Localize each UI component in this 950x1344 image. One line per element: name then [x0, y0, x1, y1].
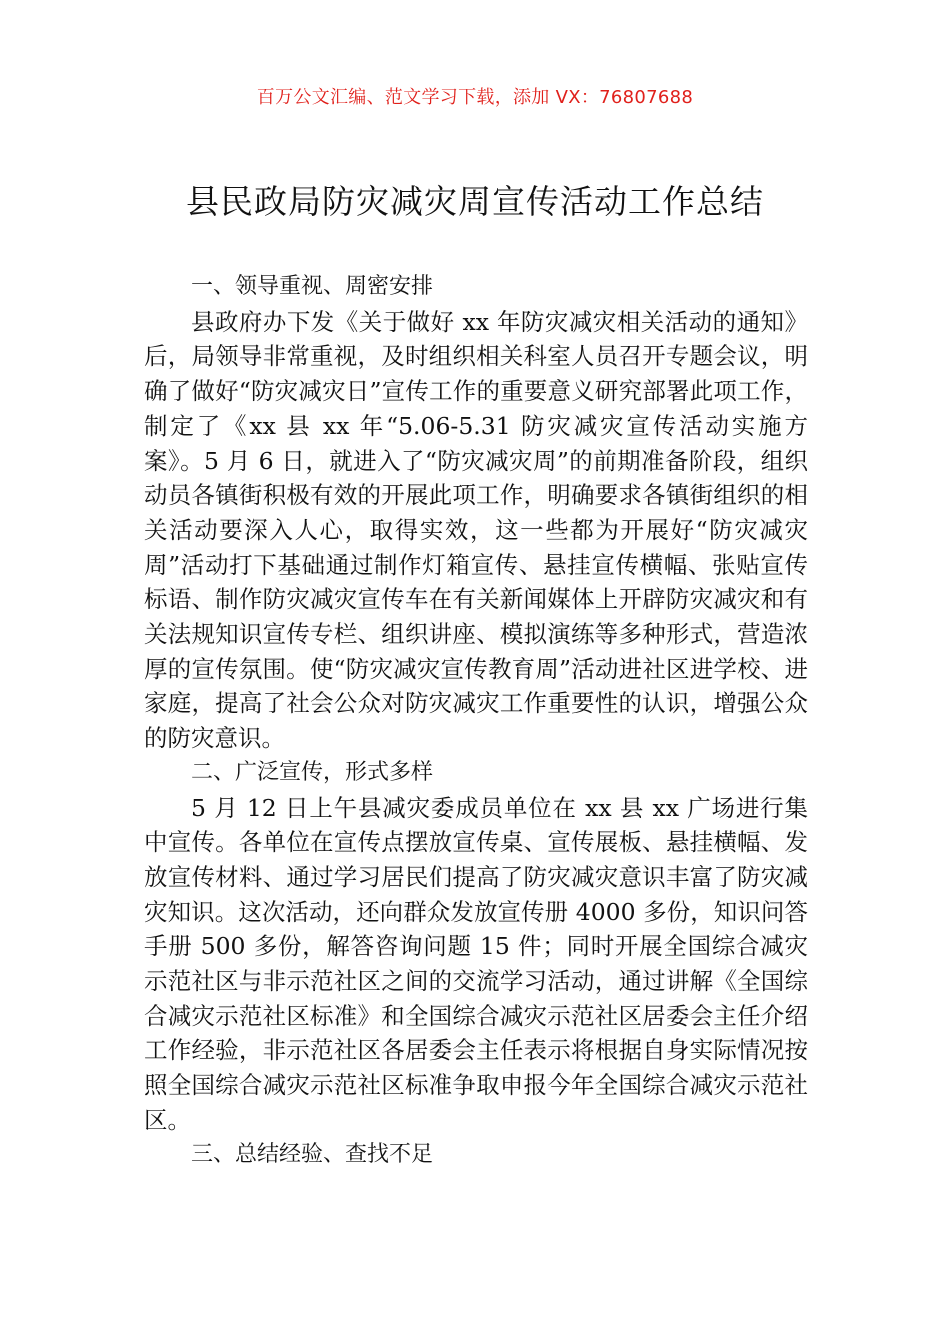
section-heading-2: 二、广泛宣传，形式多样 [191, 759, 434, 785]
document-body [144, 270, 808, 1172]
document-title: 县民政局防灾减灾周宣传活动工作总结 [186, 182, 764, 221]
section-paragraph-2: 5 月 12 日上午县减灾委成员单位在 xx 县 xx 广场进行集中宣传。各单位在宣传点摆放宣传桌、宣传展板、悬挂横幅、发放宣传材料、通过学习居民们提高了防灾减灾意识丰富了防灾减灾知识。这次活动，还向群众发放宣传册 4000 多份，知识问答手册 500 多份，解答咨询问题 15 件；同时开展全国综合减灾示范社区与非示范社区之间的交流学习活动，通过讲解《全国综合减灾示范社区标准》和全国综合减灾示范社区居委会主任介绍工作经验，非示范社区各居委会主任表示将根据自身实际情况按照全国综合减灾示范社区标准争取申报今年全国综合减灾示范社区。 [144, 793, 808, 1134]
section-paragraph-1: 县政府办下发《关于做好 xx 年防灾减灾相关活动的通知》后，局领导非常重视，及时组织相关科室人员召开专题会议，明确了做好“防灾减灾日”宣传工作的重要意义研究部署此项工作，制定了《xx 县 xx 年“5.06-5.31 防灾减灾宣传活动实施方案》。5 月 6 日，就进入了“防灾减灾周”的前期准备阶段，组织动员各镇街积极有效的开展此项工作，明确要求各镇街组织的相关活动要深入人心，取得实效，这一些都为开展好“防灾减灾周”活动打下基础通过制作灯箱宣传、悬挂宣传横幅、张贴宣传标语、制作防灾减灾宣传车在有关新闻媒体上开辟防灾减灾和有关法规知识宣传专栏、组织讲座、模拟演练等多种形式，营造浓厚的宣传氛围。使“防灾减灾宣传教育周”活动进社区进学校、进家庭，提高了社会公众对防灾减灾工作重要性的认识，增强公众的防灾意识。 [144, 307, 808, 753]
promo-banner: 百万公文汇编、范文学习下载，添加 VX：76807688 [256, 87, 694, 108]
section-heading-1: 一、领导重视、周密安排 [191, 274, 434, 299]
section-heading-3: 三、总结经验、查找不足 [191, 1141, 434, 1167]
